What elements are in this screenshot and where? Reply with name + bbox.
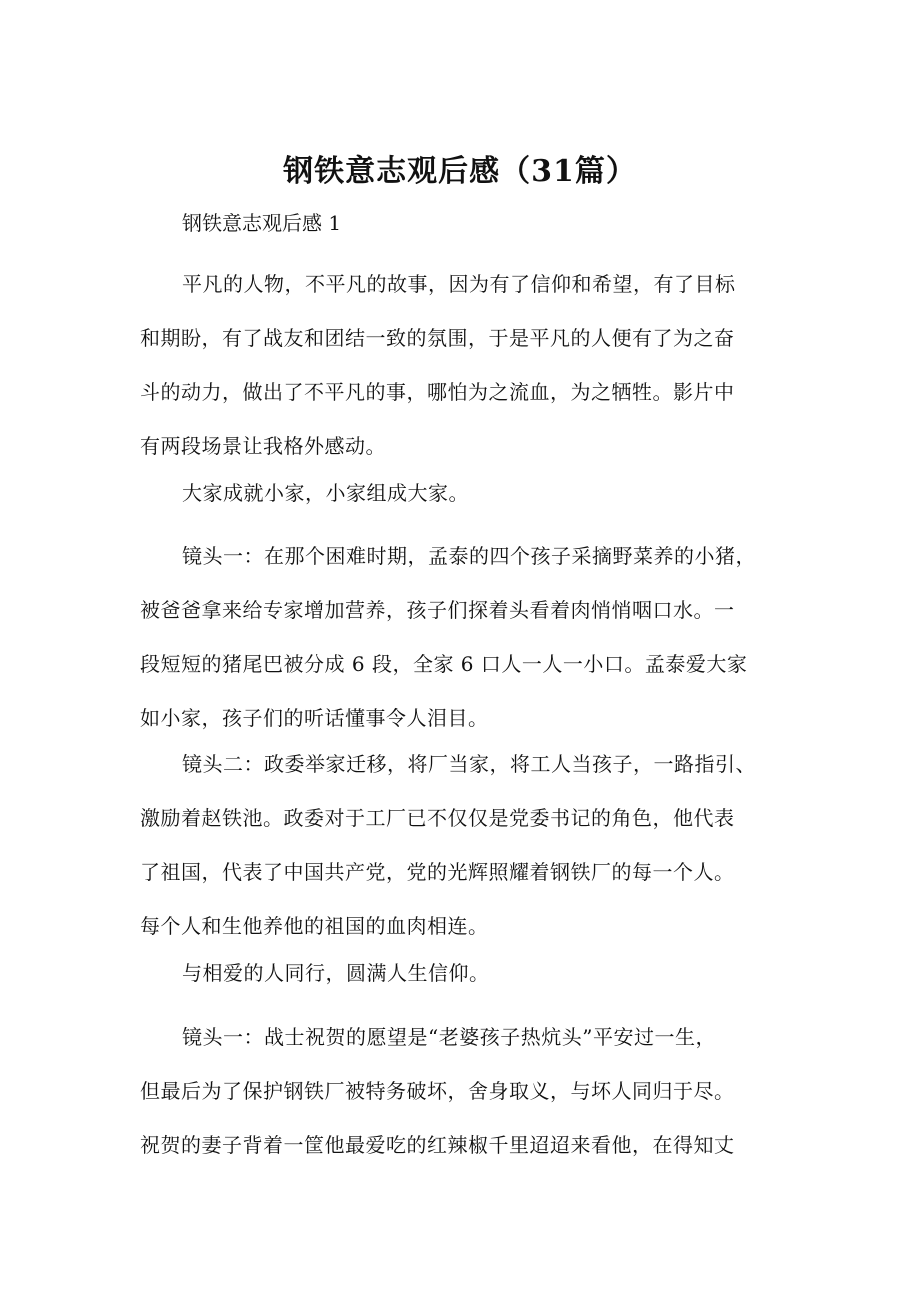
paragraph-line: 祝贺的妻子背着一筐他最爱吃的红辣椒千里迢迢来看他，在得知丈: [140, 1133, 735, 1157]
paragraph-line: 但最后为了保护钢铁厂被特务破坏，舍身取义，与坏人同归于尽。: [140, 1079, 735, 1103]
document-subtitle: 钢铁意志观后感 1: [182, 211, 342, 235]
paragraph-5: [140, 946, 800, 1000]
paragraph-line: 镜头一：在那个困难时期，孟泰的四个孩子采摘野菜养的小猪，: [182, 544, 756, 568]
paragraph-line: 激励着赵铁池。政委对于工厂已不仅仅是党委书记的角色，他代表: [140, 806, 735, 830]
paragraph-line: 如小家，孩子们的听话懂事令人泪目。: [140, 706, 489, 730]
paragraph-line: 镜头二：政委举家迁移，将厂当家，将工人当孩子，一路指引、: [182, 752, 756, 776]
paragraph-line: 与相爱的人同行，圆满人生信仰。: [182, 961, 490, 985]
paragraph-line: 段短短的猪尾巴被分成 6 段，全家 6 口人一人一小口。孟泰爱大家: [140, 652, 748, 676]
paragraph-3: [140, 529, 800, 745]
paragraph-line: 大家成就小家，小家组成大家。: [182, 481, 469, 505]
paragraph-line: 被爸爸拿来给专家增加营养，孩子们探着头看着肉悄悄咽口水。一: [140, 598, 735, 622]
paragraph-4: [140, 737, 800, 953]
paragraph-line: 每个人和生他养他的祖国的血肉相连。: [140, 914, 489, 938]
paragraph-line: 平凡的人物，不平凡的故事，因为有了信仰和希望，有了目标: [182, 272, 736, 296]
document-title: 钢铁意志观后感（31篇）: [283, 154, 637, 189]
paragraph-line: 有两段场景让我格外感动。: [140, 434, 386, 458]
paragraph-line: 镜头一：战士祝贺的愿望是“老婆孩子热炕头”平安过一生，: [182, 1025, 716, 1049]
paragraph-6: [140, 1010, 800, 1172]
paragraph-1: [140, 257, 800, 473]
paragraph-line: 斗的动力，做出了不平凡的事，哪怕为之流血，为之牺牲。影片中: [140, 380, 735, 404]
paragraph-line: 和期盼，有了战友和团结一致的氛围，于是平凡的人便有了为之奋: [140, 326, 735, 350]
paragraph-line: 了祖国，代表了中国共产党，党的光辉照耀着钢铁厂的每一个人。: [140, 860, 735, 884]
paragraph-2: [140, 466, 800, 520]
